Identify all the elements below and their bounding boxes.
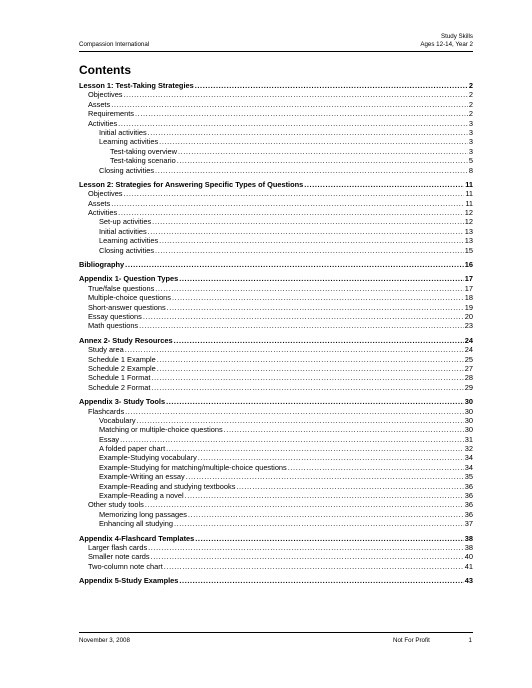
toc-entry-title: Vocabulary xyxy=(99,415,136,425)
toc-entry[interactable] xyxy=(79,444,473,453)
toc-entry-title: Bibliography xyxy=(79,260,125,270)
toc-page-number: 36 xyxy=(464,481,473,491)
toc-page-number: 2 xyxy=(468,99,473,109)
toc-section-entry[interactable] xyxy=(79,397,473,406)
toc-entry-title: Example-Studying vocabulary xyxy=(99,453,197,463)
toc-dot-leader xyxy=(179,274,464,283)
toc-page-number: 32 xyxy=(464,444,473,454)
toc-page-number: 34 xyxy=(464,462,473,472)
toc-dot-leader xyxy=(157,364,464,373)
toc-page-number: 25 xyxy=(464,354,473,364)
toc-section-entry[interactable] xyxy=(79,180,473,189)
toc-page-number: 2 xyxy=(468,90,473,100)
toc-entry-title: Example-Reading a novel xyxy=(99,491,184,501)
toc-page-number: 12 xyxy=(464,217,473,227)
toc-entry[interactable] xyxy=(79,453,473,462)
toc-entry-title: Memorizing long passages xyxy=(99,509,187,519)
toc-entry-title: Schedule 2 Example xyxy=(88,363,156,373)
toc-dot-leader xyxy=(139,321,464,330)
toc-entry[interactable] xyxy=(79,562,473,571)
toc-entry-title: Annex 2- Study Resources xyxy=(79,335,173,345)
toc-dot-leader xyxy=(155,284,463,293)
toc-entry-title: Learning activities xyxy=(99,236,159,246)
toc-entry-title: Activities xyxy=(88,118,118,128)
toc-page-number: 8 xyxy=(468,165,473,175)
toc-dot-leader xyxy=(179,576,463,585)
toc-entry-title: Learning activities xyxy=(99,137,159,147)
toc-dot-leader xyxy=(120,435,464,444)
toc-dot-leader xyxy=(124,189,465,198)
toc-entry[interactable] xyxy=(79,500,473,509)
toc-entry[interactable] xyxy=(79,293,473,302)
toc-page-number: 41 xyxy=(464,561,473,571)
page-title: Contents xyxy=(79,63,131,77)
toc-page-number: 38 xyxy=(464,533,473,543)
footer-rule xyxy=(79,632,473,633)
toc-entry[interactable] xyxy=(79,236,473,245)
toc-entry[interactable] xyxy=(79,383,473,392)
header-course-title: Study Skills xyxy=(441,33,473,40)
table-of-contents xyxy=(79,81,473,586)
toc-entry-title: Closing activities xyxy=(99,165,155,175)
toc-entry[interactable] xyxy=(79,472,473,481)
toc-page-number: 17 xyxy=(464,283,473,293)
toc-section-entry[interactable] xyxy=(79,336,473,345)
toc-section-entry[interactable] xyxy=(79,260,473,269)
toc-dot-leader xyxy=(151,552,464,561)
toc-page-number: 30 xyxy=(464,397,473,407)
toc-dot-leader xyxy=(152,217,464,226)
toc-entry-title: Closing activities xyxy=(99,245,155,255)
toc-entry[interactable] xyxy=(79,463,473,472)
toc-dot-leader xyxy=(155,246,464,255)
toc-entry-title: Appendix 4-Flashcard Templates xyxy=(79,533,195,543)
toc-dot-leader xyxy=(195,81,468,90)
toc-entry-title: Multiple-choice questions xyxy=(88,293,171,303)
toc-entry[interactable] xyxy=(79,435,473,444)
toc-entry-title: Example-Studying for matching/multiple-choice questions xyxy=(99,462,287,472)
toc-entry[interactable] xyxy=(79,543,473,552)
toc-section-entry[interactable] xyxy=(79,81,473,90)
toc-entry[interactable] xyxy=(79,355,473,364)
toc-page-number: 30 xyxy=(464,425,473,435)
toc-entry-title: Appendix 5-Study Examples xyxy=(79,576,179,586)
toc-page-number: 37 xyxy=(464,519,473,529)
toc-dot-leader xyxy=(185,491,464,500)
toc-page-number: 18 xyxy=(464,293,473,303)
toc-entry[interactable] xyxy=(79,491,473,500)
toc-entry-title: Assets xyxy=(88,198,111,208)
toc-section-entry[interactable] xyxy=(79,576,473,585)
header-course-info xyxy=(420,33,473,49)
toc-entry[interactable] xyxy=(79,128,473,137)
toc-entry-title: Lesson 1: Test-Taking Strategies xyxy=(79,81,194,90)
toc-entry-title: Short-answer questions xyxy=(88,302,166,312)
toc-page-number: 2 xyxy=(468,81,473,90)
toc-dot-leader xyxy=(148,128,468,137)
toc-dot-leader xyxy=(195,534,463,543)
toc-page-number: 20 xyxy=(464,311,473,321)
toc-entry-title: Appendix 1- Question Types xyxy=(79,274,179,284)
toc-entry-title: Appendix 3- Study Tools xyxy=(79,397,166,407)
toc-entry-title: Activities xyxy=(88,208,118,218)
toc-page-number: 27 xyxy=(464,363,473,373)
toc-entry-title: Matching or multiple-choice questions xyxy=(99,425,223,435)
toc-dot-leader xyxy=(224,425,464,434)
toc-entry[interactable] xyxy=(79,510,473,519)
toc-page-number: 16 xyxy=(464,260,473,270)
toc-entry-title: Example-Reading and studying textbooks xyxy=(99,481,236,491)
toc-entry[interactable] xyxy=(79,189,473,198)
toc-entry-title: Initial activities xyxy=(99,127,147,137)
toc-dot-leader xyxy=(143,312,464,321)
toc-entry-title: True/false questions xyxy=(88,283,155,293)
header-organization: Compassion International xyxy=(79,41,150,48)
toc-page-number: 31 xyxy=(464,434,473,444)
toc-dot-leader xyxy=(118,208,464,217)
toc-dot-leader xyxy=(188,510,464,519)
toc-page-number: 15 xyxy=(464,245,473,255)
toc-dot-leader xyxy=(177,156,468,165)
toc-entry-title: Initial activities xyxy=(99,226,147,236)
toc-dot-leader xyxy=(155,166,468,175)
toc-entry[interactable] xyxy=(79,416,473,425)
toc-entry[interactable] xyxy=(79,552,473,561)
toc-entry[interactable] xyxy=(79,217,473,226)
toc-entry-title: Assets xyxy=(88,99,111,109)
toc-dot-leader xyxy=(166,397,464,406)
toc-entry-title: Study area xyxy=(88,345,124,355)
toc-entry-title: Objectives xyxy=(88,90,123,100)
toc-entry-title: Example-Writing an essay xyxy=(99,472,185,482)
toc-entry[interactable] xyxy=(79,482,473,491)
toc-entry-title: Enhancing all studying xyxy=(99,519,173,529)
toc-dot-leader xyxy=(186,472,464,481)
toc-page-number: 12 xyxy=(464,208,473,218)
toc-page-number: 13 xyxy=(464,236,473,246)
toc-dot-leader xyxy=(148,227,464,236)
toc-entry[interactable] xyxy=(79,119,473,128)
toc-entry[interactable] xyxy=(79,199,473,208)
toc-entry-title: Flashcards xyxy=(88,406,125,416)
toc-dot-leader xyxy=(125,260,464,269)
toc-page-number: 23 xyxy=(464,321,473,331)
toc-page-number: 11 xyxy=(465,198,473,208)
toc-page-number: 3 xyxy=(468,137,473,147)
toc-entry-title: Other study tools xyxy=(88,500,144,510)
toc-page-number: 30 xyxy=(464,406,473,416)
toc-entry-title: A folded paper chart xyxy=(99,444,166,454)
toc-dot-leader xyxy=(118,119,468,128)
toc-entry[interactable] xyxy=(79,407,473,416)
toc-entry[interactable] xyxy=(79,303,473,312)
toc-page-number: 13 xyxy=(464,226,473,236)
toc-dot-leader xyxy=(198,453,464,462)
footer-page-number: 1 xyxy=(468,637,472,644)
toc-dot-leader xyxy=(174,519,464,528)
toc-entry[interactable] xyxy=(79,345,473,354)
toc-entry-title: Smaller note cards xyxy=(88,552,150,562)
toc-dot-leader xyxy=(148,543,464,552)
toc-dot-leader xyxy=(304,180,464,189)
toc-entry[interactable] xyxy=(79,100,473,109)
toc-page-number: 11 xyxy=(465,189,473,199)
toc-entry[interactable] xyxy=(79,312,473,321)
toc-page-number: 17 xyxy=(464,274,473,284)
toc-dot-leader xyxy=(125,345,464,354)
footer-date: November 3, 2008 xyxy=(79,637,130,644)
toc-entry-title: Two-column note chart xyxy=(88,561,163,571)
toc-entry[interactable] xyxy=(79,425,473,434)
toc-entry-title: Essay questions xyxy=(88,311,142,321)
toc-entry[interactable] xyxy=(79,166,473,175)
toc-page-number: 29 xyxy=(464,382,473,392)
toc-dot-leader xyxy=(167,303,464,312)
header-rule xyxy=(79,51,473,52)
toc-dot-leader xyxy=(159,236,464,245)
toc-entry-title: Essay xyxy=(99,434,120,444)
toc-entry-title: Math questions xyxy=(88,321,139,331)
toc-entry[interactable] xyxy=(79,156,473,165)
toc-entry[interactable] xyxy=(79,90,473,99)
toc-page-number: 19 xyxy=(464,302,473,312)
toc-page-number: 40 xyxy=(464,552,473,562)
toc-page-number: 34 xyxy=(464,453,473,463)
toc-page-number: 3 xyxy=(468,118,473,128)
toc-entry[interactable] xyxy=(79,246,473,255)
toc-page-number: 11 xyxy=(465,179,473,189)
toc-entry[interactable] xyxy=(79,109,473,118)
toc-page-number: 28 xyxy=(464,373,473,383)
toc-dot-leader xyxy=(164,562,464,571)
toc-dot-leader xyxy=(151,383,463,392)
toc-dot-leader xyxy=(111,199,464,208)
toc-dot-leader xyxy=(151,373,463,382)
toc-page-number: 3 xyxy=(468,127,473,137)
toc-page-number: 35 xyxy=(464,472,473,482)
toc-entry[interactable] xyxy=(79,519,473,528)
toc-entry[interactable] xyxy=(79,208,473,217)
toc-dot-leader xyxy=(111,100,468,109)
toc-section-entry[interactable] xyxy=(79,274,473,283)
toc-entry-title: Lesson 2: Strategies for Answering Specific Types of Questions xyxy=(79,179,304,189)
toc-page-number: 30 xyxy=(464,415,473,425)
toc-dot-leader xyxy=(236,482,463,491)
toc-entry[interactable] xyxy=(79,137,473,146)
toc-dot-leader xyxy=(145,500,464,509)
toc-entry[interactable] xyxy=(79,321,473,330)
toc-dot-leader xyxy=(166,444,464,453)
toc-page-number: 5 xyxy=(468,156,473,166)
toc-entry-title: Test-taking overview xyxy=(110,146,177,156)
toc-dot-leader xyxy=(178,147,468,156)
toc-entry-title: Test-taking scenario xyxy=(110,156,176,166)
toc-entry[interactable] xyxy=(79,227,473,236)
toc-page-number: 24 xyxy=(464,345,473,355)
toc-entry-title: Schedule 1 Format xyxy=(88,373,151,383)
toc-entry[interactable] xyxy=(79,284,473,293)
toc-page-number: 36 xyxy=(464,491,473,501)
toc-page-number: 38 xyxy=(464,542,473,552)
toc-page-number: 3 xyxy=(468,146,473,156)
toc-page-number: 2 xyxy=(468,109,473,119)
toc-page-number: 43 xyxy=(464,576,473,586)
toc-page-number: 24 xyxy=(464,335,473,345)
toc-entry-title: Requirements xyxy=(88,109,135,119)
toc-dot-leader xyxy=(137,416,464,425)
toc-page-number: 36 xyxy=(464,509,473,519)
toc-section-entry[interactable] xyxy=(79,534,473,543)
toc-page-number: 36 xyxy=(464,500,473,510)
toc-dot-leader xyxy=(125,407,464,416)
toc-dot-leader xyxy=(174,336,464,345)
toc-entry-title: Schedule 1 Example xyxy=(88,354,156,364)
toc-entry[interactable] xyxy=(79,364,473,373)
toc-entry[interactable] xyxy=(79,147,473,156)
toc-dot-leader xyxy=(159,137,468,146)
toc-entry-title: Set-up activities xyxy=(99,217,152,227)
toc-entry-title: Larger flash cards xyxy=(88,542,148,552)
toc-dot-leader xyxy=(157,355,464,364)
header-age-group: Ages 12-14, Year 2 xyxy=(420,41,473,48)
footer-status: Not For Profit xyxy=(393,637,430,644)
toc-dot-leader xyxy=(135,109,468,118)
toc-dot-leader xyxy=(124,90,468,99)
toc-entry-title: Schedule 2 Format xyxy=(88,382,151,392)
toc-entry-title: Objectives xyxy=(88,189,123,199)
toc-entry[interactable] xyxy=(79,373,473,382)
toc-dot-leader xyxy=(172,293,464,302)
toc-dot-leader xyxy=(288,463,464,472)
